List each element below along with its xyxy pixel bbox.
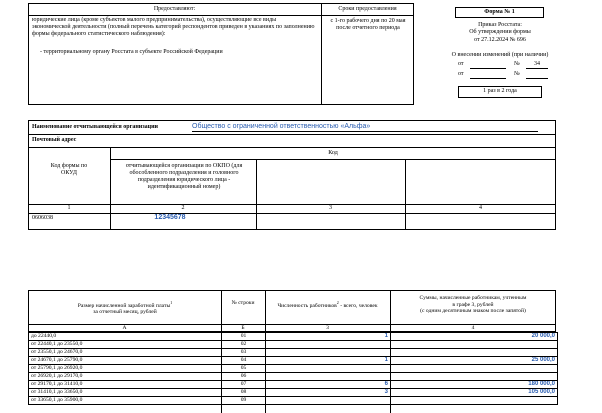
table-row [29, 397, 558, 405]
periodicity: 1 раз в 2 года [483, 88, 517, 94]
salary-col-letter-b: Б [241, 325, 245, 331]
table-row [29, 381, 558, 389]
row-line: 08 [222, 389, 266, 397]
code-col-num-3: 3 [329, 205, 332, 211]
row-sum[interactable] [391, 349, 558, 357]
row-count[interactable] [266, 397, 391, 405]
table-row [29, 333, 558, 341]
row-range: до 22440,0 [29, 333, 222, 341]
okud-value: 0606038 [32, 215, 53, 221]
row-range: от 29170,1 до 31410,0 [29, 381, 222, 389]
table-row [29, 373, 558, 381]
row-sum[interactable] [391, 373, 558, 381]
salary-table [28, 332, 558, 405]
provider-col-title: Предоставляют: [153, 6, 196, 12]
address-label: Почтовый адрес [32, 137, 77, 143]
row-range: от 24670,1 до 25790,0 [29, 357, 222, 365]
provider-bullet: - территориальному органу Росстата в субъекте Российской Федерации [40, 49, 223, 55]
salary-col2-header: № строки [231, 300, 255, 306]
changes-no-label-2: № [514, 71, 520, 77]
table-row [29, 349, 558, 357]
row-range: от 22440,1 до 23550,0 [29, 341, 222, 349]
row-line: 04 [222, 357, 266, 365]
changes-ot-label-2: от [458, 71, 464, 77]
deadline-col-title: Сроки предоставления [338, 6, 397, 12]
row-range: от 33650,1 до 35900,0 [29, 397, 222, 405]
row-sum[interactable]: 20 000,0 [391, 333, 558, 341]
salary-col3-header: Численность работников$^2$ - всего, человек [277, 300, 378, 309]
okpo-value[interactable]: 12345678 [154, 214, 186, 221]
order-line3: от 27.12.2024 № 696 [474, 37, 526, 43]
table-row [29, 341, 558, 349]
row-sum[interactable] [391, 341, 558, 349]
row-range: от 23550,1 до 24670,0 [29, 349, 222, 357]
order-line1: Приказ Росстата: [478, 22, 522, 28]
row-line: 07 [222, 381, 266, 389]
table-row [29, 357, 558, 365]
okpo-header: отчитывающейся организации по ОКПО (для обособленного подразделения и головного подразделения юридического лица - идентификационный номер) [125, 163, 243, 190]
kod-header: Код [328, 150, 338, 156]
row-line: 09 [222, 397, 266, 405]
changes-ot-label: от [458, 61, 464, 67]
changes-no-value: 34 [534, 61, 540, 67]
deadline-text: с 1-го рабочего дня по 20 мая после отчетного периода [330, 18, 406, 31]
row-sum[interactable]: 105 000,0 [391, 389, 558, 397]
salary-col-letter-3: 3 [326, 325, 329, 331]
row-line: 02 [222, 341, 266, 349]
row-count[interactable] [266, 373, 391, 381]
row-count[interactable] [266, 365, 391, 373]
row-count[interactable]: 3 [266, 389, 391, 397]
row-sum[interactable] [391, 397, 558, 405]
code-col-num-2: 2 [181, 205, 185, 211]
order-line2: Об утверждении формы [469, 29, 531, 35]
org-name-value[interactable]: Общество с ограниченной ответственностью «Альфа» [192, 123, 371, 130]
row-line: 06 [222, 373, 266, 381]
code-col-num-1: 1 [67, 205, 71, 211]
row-count[interactable] [266, 349, 391, 357]
row-count[interactable] [266, 341, 391, 349]
okud-header: Код формы по ОКУД [50, 163, 88, 176]
row-count[interactable]: 1 [266, 357, 391, 365]
row-range: от 31410,1 до 33650,0 [29, 389, 222, 397]
row-sum[interactable] [391, 365, 558, 373]
changes-no-label: № [514, 61, 520, 67]
salary-col1-header: Размер начисленной заработной платы$^1$ за отчетный месяц, рублей [77, 300, 173, 316]
row-count[interactable]: 1 [266, 333, 391, 341]
salary-col-letter-4: 4 [471, 325, 475, 331]
code-col-num-4: 4 [479, 205, 482, 211]
provider-text: юридические лица (кроме субъектов малого предпринимательства), осуществляющие все виды экономической деятельности (полный перечень категорий респондентов приведен в указаниях по заполнению формы федерального статистического наблюдения): [32, 17, 315, 37]
org-name-label: Наименование отчитывающейся организации [32, 124, 159, 130]
salary-col-letter-a: А [122, 325, 127, 331]
table-row [29, 365, 558, 373]
changes-label: О внесении изменений (при наличии) [451, 52, 549, 58]
row-sum[interactable]: 25 000,0 [391, 357, 558, 365]
salary-col4-header: Суммы, начисленные работникам, учтенным в графе 3, рублей (с одним десятичным знаком после запятой) [419, 295, 527, 315]
row-range: от 25790,1 до 26920,0 [29, 365, 222, 373]
row-line: 01 [222, 333, 266, 341]
row-line: 03 [222, 349, 266, 357]
form-title: Форма № 1 [484, 9, 515, 15]
table-row [29, 389, 558, 397]
row-count[interactable]: 6 [266, 381, 391, 389]
row-range: от 26920,1 до 29170,0 [29, 373, 222, 381]
row-line: 05 [222, 365, 266, 373]
row-sum[interactable]: 180 000,0 [391, 381, 558, 389]
